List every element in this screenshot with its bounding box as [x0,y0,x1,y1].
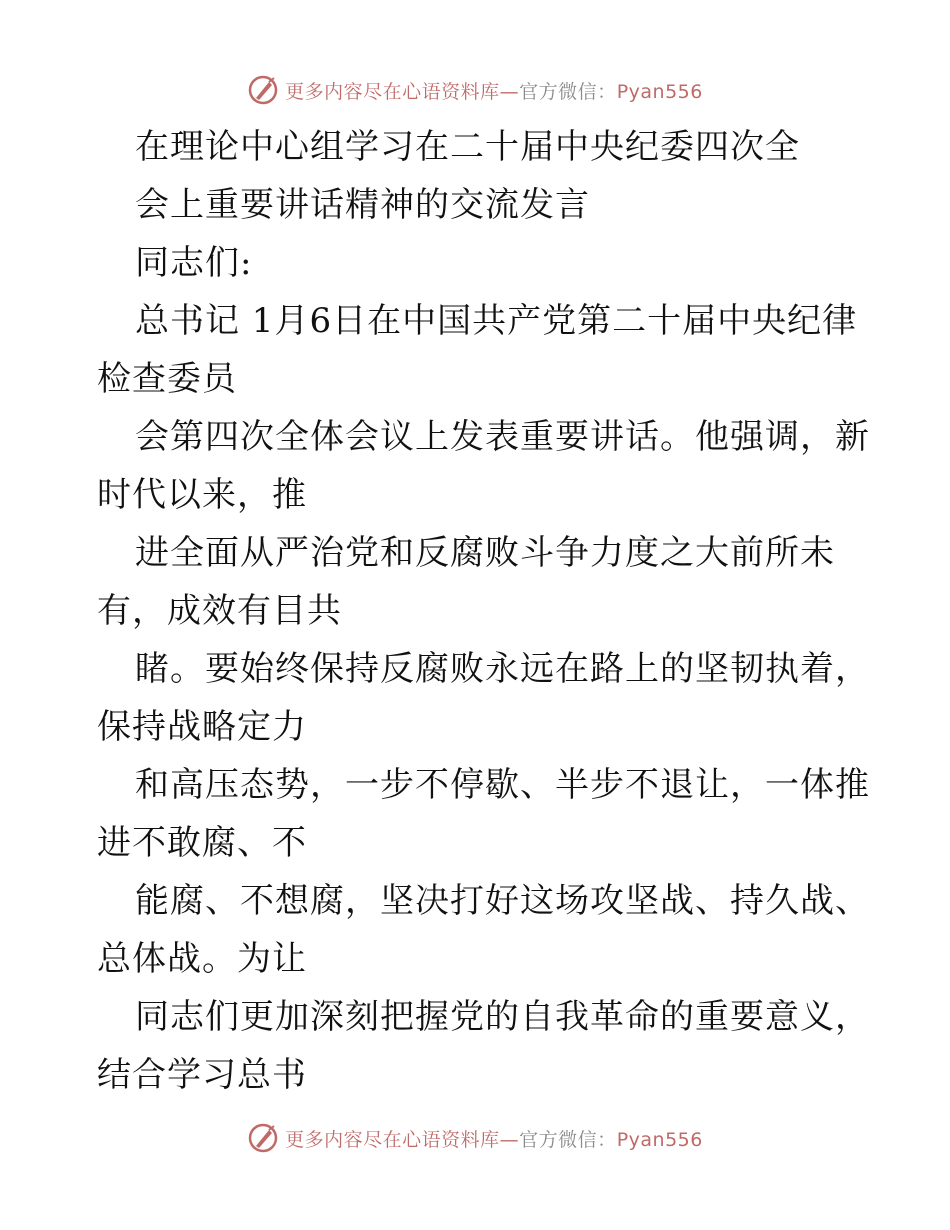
paragraph-line: 同志们: [135,243,253,283]
footer-banner [0,1118,950,1158]
banner-text: 更多内容尽在心语资料库—官方微信：Pyan556 [285,80,703,103]
document-title-line: 在理论中心组学习在二十届中央纪委四次全 [135,127,800,167]
document-body [97,118,870,1104]
paragraph-line: 进不敢腐、不 [97,823,307,863]
paragraph-line: 结合学习总书 [97,1055,307,1095]
paragraph-line: 检查委员 [97,359,237,399]
quill-logo-icon [247,1122,279,1154]
quill-logo-icon [247,74,279,106]
banner-text: 更多内容尽在心语资料库—官方微信：Pyan556 [285,1128,703,1151]
paragraph-line: 总书记 1月6日在中国共产党第二十届中央纪律 [135,301,858,341]
paragraph-line: 会第四次全体会议上发表重要讲话。他强调，新 [135,417,870,457]
paragraph-line: 进全面从严治党和反腐败斗争力度之大前所未 [135,533,835,573]
paragraph-line: 保持战略定力 [97,707,307,747]
paragraph-line: 同志们更加深刻把握党的自我革命的重要意义， [135,997,870,1037]
paragraph-line: 和高压态势，一步不停歇、半步不退让，一体推 [135,765,870,805]
header-banner [0,70,950,110]
document-title-line: 会上重要讲话精神的交流发言 [135,185,590,225]
paragraph-line: 总体战。为让 [97,939,307,979]
paragraph-line: 能腐、不想腐，坚决打好这场攻坚战、持久战、 [135,881,870,921]
paragraph-line: 时代以来，推 [97,475,307,515]
paragraph-line: 睹。要始终保持反腐败永远在路上的坚韧执着， [135,649,870,689]
paragraph-line: 有，成效有目共 [97,591,342,631]
